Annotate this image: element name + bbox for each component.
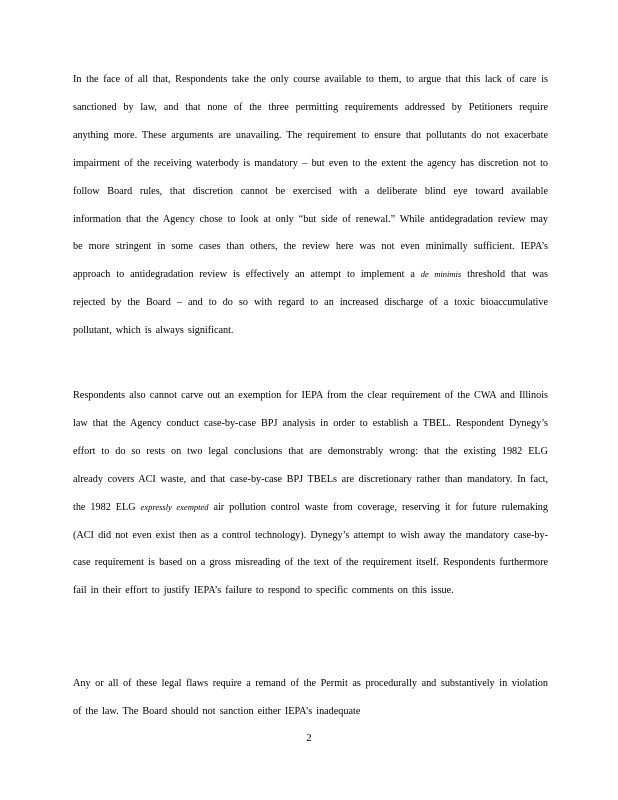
paragraph-1-text-a: In the face of all that, Respondents take the only course available to them, to argue that this lack of care is sanctioned by law, and that none of the three permitting requirements addressed by Petitioners require anything more. These arguments are unavailing. The requirement to ensure that pollutants do not exacerbate impairment of the receiving waterbody is mandatory – but even to the extent the agency has discretion not to follow Board rules, that discretion cannot be exercised with a deliberate blind eye toward available information that the Agency chose to look at only “but side of renewal.” While antidegradation review may be more stringent in some cases than others, the review here was not even minimally sufficient. IEPA’s approach to antidegradation review is effectively an attempt to implement a (73, 74, 548, 281)
paragraph-3-text: Any or all of these legal flaws require a remand of the Permit as procedurally and substantively in violation of the law. The Board should not sanction either IEPA’s inadequate (73, 678, 548, 717)
page-number: 2 (306, 733, 312, 744)
paragraph-2-text-a: Respondents also cannot carve out an exemption for IEPA from the clear requirement of the CWA and Illinois law that the Agency conduct case-by-case BPJ analysis in order to establish a TBEL. Respondent Dynegy’s effort to do so rests on two legal conclusions that are demonstrably wrong: that the existing 1982 ELG already covers ACI waste, and that case-by-case BPJ TBELs are discretionary rather than mandatory. In fact, the 1982 ELG (73, 390, 548, 513)
paragraph-1 (73, 66, 548, 345)
paragraph-2 (73, 382, 548, 605)
paragraph-2-text-b: air pollution control waste from coverage, reserving it for future rulemaking (ACI did not even exist then as a control technology). Dynegy’s attempt to wish away the mandatory case-by-case requirement is based on a gross misreading of the text of the requirement itself. Respondents furthermore fail in their effort to justify IEPA’s failure to respond to specific comments on this issue. (73, 501, 548, 597)
paragraph-2-italic-expressly-exempted: expressly exempted (140, 501, 209, 512)
paragraph-1-text-b: threshold that was rejected by the Board – and to do so with regard to an increased discharge of a toxic bioaccumulative pollutant, which is always significant. (73, 269, 548, 337)
paragraph-3 (73, 670, 548, 726)
paragraph-1-italic-de-minimis: de minimis (420, 269, 462, 280)
